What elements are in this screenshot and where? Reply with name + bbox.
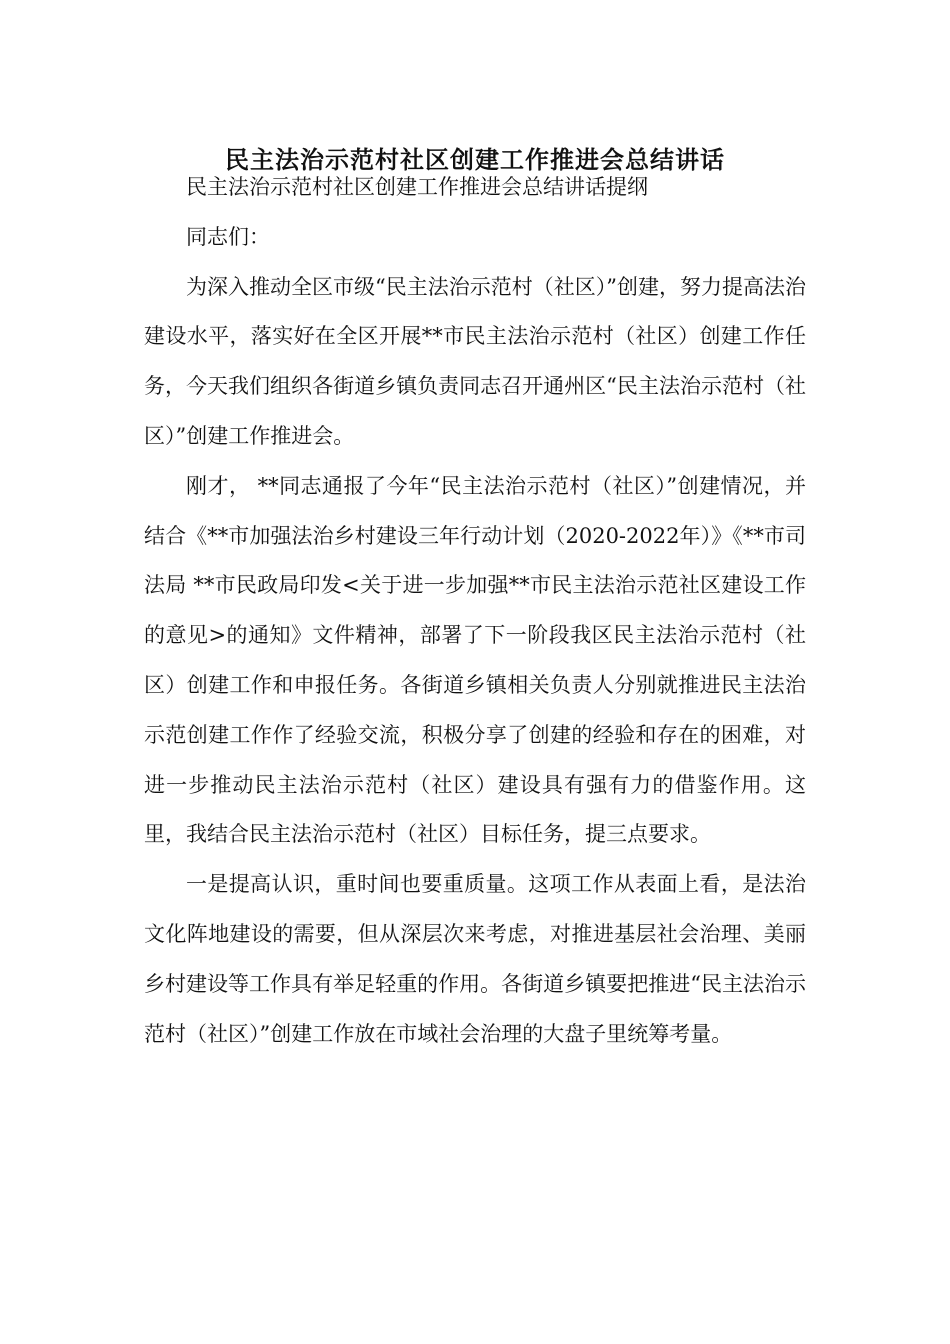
paragraph-requirement-one: 一是提高认识，重时间也要重质量。这项工作从表面上看，是法治文化阵地建设的需要，但从深层次来考虑，对推进基层社会治理、美丽乡村建设等工作具有举足轻重的作用。各街道乡镇要把推进“民主法治示范村（社区）”创建工作放在市域社会治理的大盘子里统筹考量。	[144, 872, 806, 1046]
paragraph-outline-heading: 民主法治示范村社区创建工作推进会总结讲话提纲	[186, 175, 648, 199]
paragraph-review: 刚才， **同志通报了今年“民主法治示范村（社区）”创建情况，并结合《**市加强法治乡村建设三年行动计划（2020-2022年）》《**市司法局 **市民政局印发<关于进一步加强**市民主法治示范社区建设工作的意见>的通知》文件精神，部署了下一阶段我区民主法治示范村（社区）创建工作和申报任务。各街道乡镇相关负责人分别就推进民主法治示范创建工作作了经验交流，积极分享了创建的经验和存在的困难，对进一步推动民主法治示范村（社区）建设具有强有力的借鉴作用。这里，我结合民主法治示范村（社区）目标任务，提三点要求。	[144, 473, 806, 847]
paragraph-salutation: 同志们：	[186, 224, 270, 249]
paragraph-intro: 为深入推动全区市级“民主法治示范村（社区）”创建，努力提高法治建设水平，落实好在全区开展**市民主法治示范村（社区）创建工作任务，今天我们组织各街道乡镇负责同志召开通州区“民主法治示范村（社区）”创建工作推进会。	[144, 274, 806, 448]
document-body	[144, 163, 806, 1059]
document-title: 民主法治示范村社区创建工作推进会总结讲话	[225, 145, 725, 174]
